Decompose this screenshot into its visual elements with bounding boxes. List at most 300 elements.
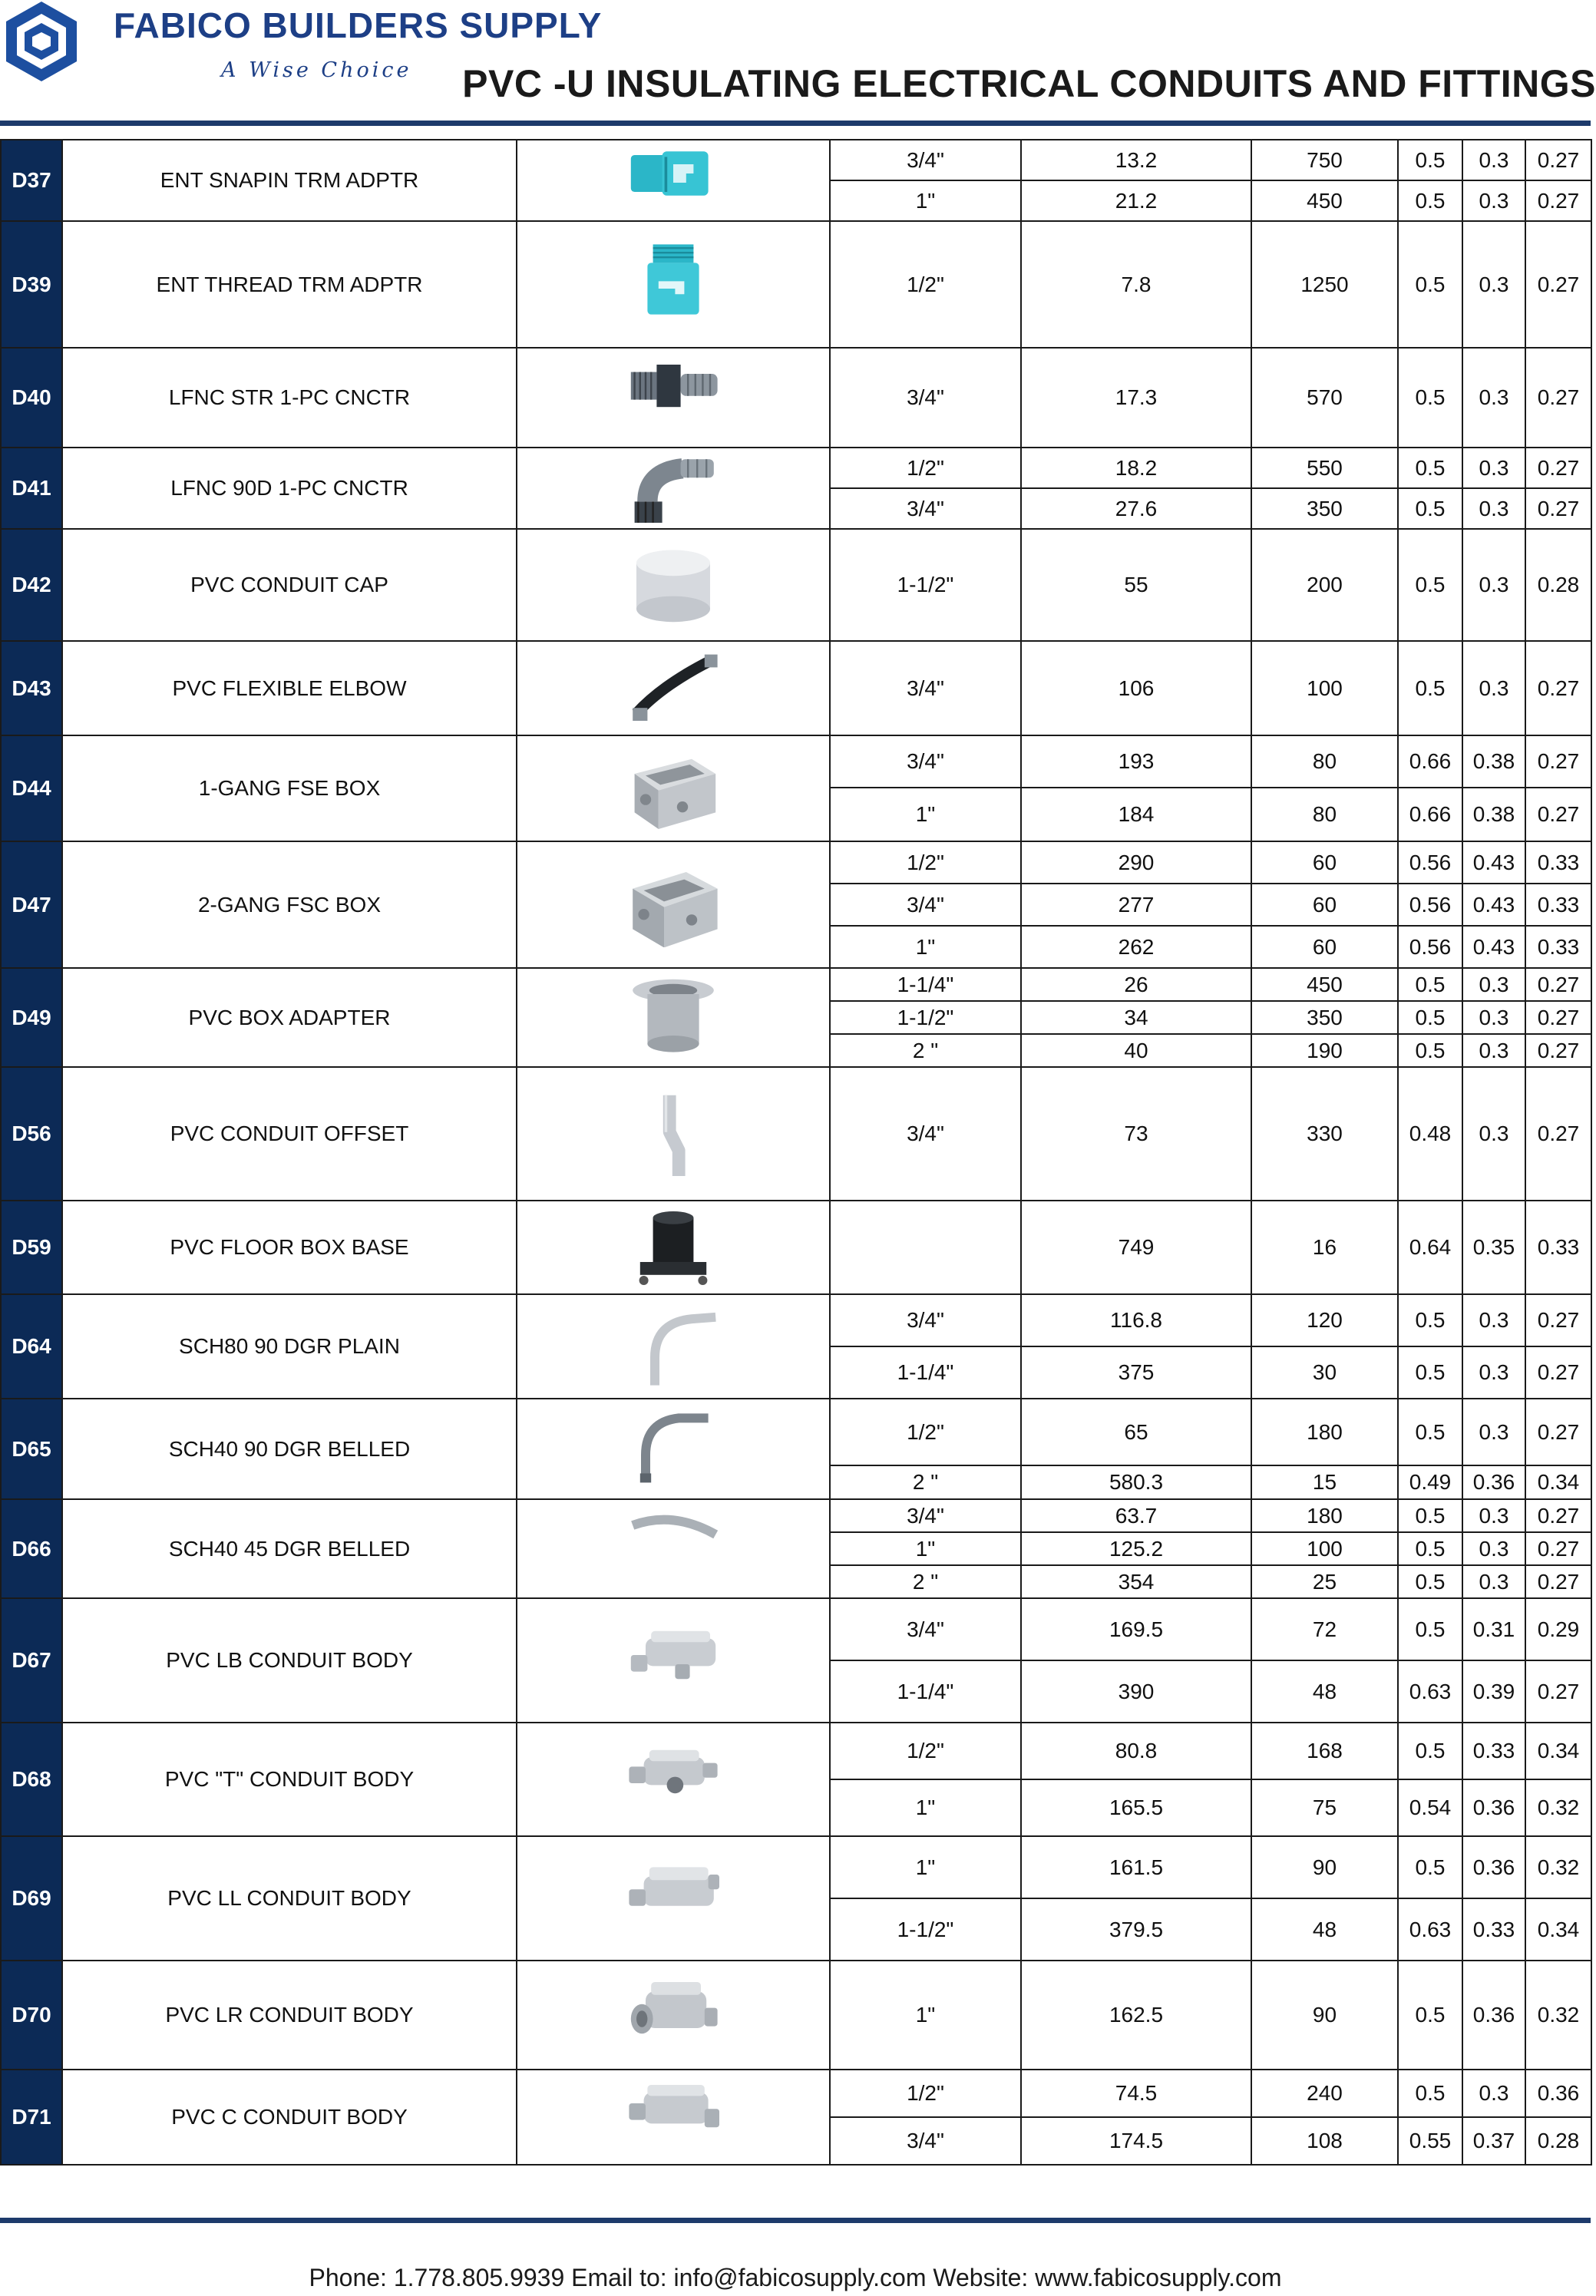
dimension-cell: 0.5	[1398, 140, 1462, 180]
dimension-cell: 0.34	[1525, 1723, 1591, 1779]
product-table	[0, 139, 1592, 2166]
quantity-cell: 350	[1251, 1001, 1398, 1034]
size-cell: 3/4"	[830, 884, 1021, 926]
size-cell: 3/4"	[830, 1598, 1021, 1660]
weight-cell: 184	[1021, 788, 1251, 841]
dimension-cell: 0.49	[1398, 1465, 1462, 1499]
product-image	[517, 1201, 830, 1294]
weight-cell: 161.5	[1021, 1836, 1251, 1898]
table-row	[1, 1961, 1591, 2070]
quantity-cell: 48	[1251, 1898, 1398, 1961]
table-row	[1, 1598, 1591, 1660]
product-name: PVC CONDUIT CAP	[62, 529, 517, 641]
dimension-cell: 0.3	[1462, 1565, 1525, 1598]
size-cell: 1"	[830, 788, 1021, 841]
quantity-cell: 15	[1251, 1465, 1398, 1499]
dimension-cell: 0.5	[1398, 1723, 1462, 1779]
c-conduit-body-icon	[627, 2076, 719, 2159]
dimension-cell: 0.27	[1525, 735, 1591, 788]
size-cell: 3/4"	[830, 348, 1021, 448]
dimension-cell: 0.38	[1462, 788, 1525, 841]
dimension-cell: 0.43	[1462, 926, 1525, 968]
product-image	[517, 2070, 830, 2165]
product-code: D41	[1, 448, 62, 529]
table-row	[1, 1201, 1591, 1294]
size-cell: 3/4"	[830, 641, 1021, 735]
conduit-cap-icon	[627, 543, 719, 627]
quantity-cell: 30	[1251, 1346, 1398, 1399]
product-image	[517, 1067, 830, 1201]
product-name: ENT SNAPIN TRM ADPTR	[62, 140, 517, 221]
product-name: PVC LL CONDUIT BODY	[62, 1836, 517, 1961]
weight-cell: 174.5	[1021, 2117, 1251, 2165]
dimension-cell: 0.3	[1462, 1532, 1525, 1565]
product-name: LFNC STR 1-PC CNCTR	[62, 348, 517, 448]
dimension-cell: 0.27	[1525, 1399, 1591, 1465]
dimension-cell: 0.5	[1398, 1598, 1462, 1660]
product-name: PVC FLEXIBLE ELBOW	[62, 641, 517, 735]
dimension-cell: 0.3	[1462, 641, 1525, 735]
brand-tagline: A Wise Choice	[221, 58, 412, 82]
weight-cell: 27.6	[1021, 488, 1251, 529]
size-cell: 1-1/2"	[830, 1001, 1021, 1034]
weight-cell: 13.2	[1021, 140, 1251, 180]
footer-divider	[0, 2218, 1591, 2223]
product-code: D44	[1, 735, 62, 841]
dimension-cell: 0.5	[1398, 1565, 1462, 1598]
weight-cell: 290	[1021, 841, 1251, 884]
product-image	[517, 140, 830, 221]
dimension-cell: 0.5	[1398, 348, 1462, 448]
dimension-cell: 0.29	[1525, 1598, 1591, 1660]
sch80-90-elbow-icon	[627, 1304, 719, 1389]
90-degree-connector-icon	[627, 454, 719, 523]
single-gang-box-icon	[627, 746, 719, 831]
dimension-cell: 0.36	[1462, 1465, 1525, 1499]
dimension-cell: 0.5	[1398, 1034, 1462, 1067]
dimension-cell: 0.5	[1398, 221, 1462, 348]
size-cell: 1"	[830, 1779, 1021, 1836]
weight-cell: 106	[1021, 641, 1251, 735]
quantity-cell: 550	[1251, 448, 1398, 488]
dimension-cell: 0.27	[1525, 1660, 1591, 1723]
dimension-cell: 0.3	[1462, 488, 1525, 529]
quantity-cell: 90	[1251, 1961, 1398, 2070]
product-name: ENT THREAD TRM ADPTR	[62, 221, 517, 348]
contact-footer: Phone: 1.778.805.9939 Email to: info@fabicosupply.com Website: www.fabicosupply.com	[309, 2264, 1282, 2291]
quantity-cell: 200	[1251, 529, 1398, 641]
product-image	[517, 529, 830, 641]
dimension-cell: 0.3	[1462, 529, 1525, 641]
dimension-cell: 0.27	[1525, 221, 1591, 348]
sch40-45-elbow-icon	[627, 1507, 719, 1591]
product-name: LFNC 90D 1-PC CNCTR	[62, 448, 517, 529]
table-row	[1, 1399, 1591, 1465]
dimension-cell: 0.27	[1525, 448, 1591, 488]
dimension-cell: 0.37	[1462, 2117, 1525, 2165]
table-row	[1, 735, 1591, 788]
dimension-cell: 0.63	[1398, 1898, 1462, 1961]
quantity-cell: 350	[1251, 488, 1398, 529]
page-header	[0, 0, 1596, 134]
dimension-cell: 0.27	[1525, 1346, 1591, 1399]
dimension-cell: 0.5	[1398, 1294, 1462, 1346]
flexible-elbow-icon	[627, 647, 719, 729]
dimension-cell: 0.32	[1525, 1836, 1591, 1898]
product-name: 1-GANG FSE BOX	[62, 735, 517, 841]
dimension-cell: 0.34	[1525, 1898, 1591, 1961]
product-image	[517, 1961, 830, 2070]
table-row	[1, 641, 1591, 735]
table-row	[1, 529, 1591, 641]
dimension-cell: 0.56	[1398, 884, 1462, 926]
dimension-cell: 0.27	[1525, 1067, 1591, 1201]
table-row	[1, 1836, 1591, 1898]
dimension-cell: 0.27	[1525, 1294, 1591, 1346]
table-row	[1, 221, 1591, 348]
dimension-cell: 0.3	[1462, 221, 1525, 348]
dimension-cell: 0.5	[1398, 641, 1462, 735]
dimension-cell: 0.56	[1398, 926, 1462, 968]
quantity-cell: 1250	[1251, 221, 1398, 348]
product-name: SCH40 90 DGR BELLED	[62, 1399, 517, 1499]
weight-cell: 193	[1021, 735, 1251, 788]
dimension-cell: 0.3	[1462, 1294, 1525, 1346]
size-cell: 1-1/4"	[830, 1346, 1021, 1399]
dimension-cell: 0.27	[1525, 180, 1591, 221]
product-image	[517, 448, 830, 529]
product-code: D43	[1, 641, 62, 735]
product-code: D68	[1, 1723, 62, 1836]
dimension-cell: 0.5	[1398, 529, 1462, 641]
dimension-cell: 0.5	[1398, 488, 1462, 529]
dimension-cell: 0.66	[1398, 735, 1462, 788]
product-name: PVC LB CONDUIT BODY	[62, 1598, 517, 1723]
weight-cell: 165.5	[1021, 1779, 1251, 1836]
dimension-cell: 0.39	[1462, 1660, 1525, 1723]
header-divider	[0, 121, 1591, 126]
size-cell: 1/2"	[830, 1723, 1021, 1779]
dimension-cell: 0.43	[1462, 841, 1525, 884]
dimension-cell: 0.31	[1462, 1598, 1525, 1660]
dimension-cell: 0.54	[1398, 1779, 1462, 1836]
quantity-cell: 450	[1251, 180, 1398, 221]
product-image	[517, 1294, 830, 1399]
dimension-cell: 0.5	[1398, 1499, 1462, 1532]
quantity-cell: 90	[1251, 1836, 1398, 1898]
table-row	[1, 448, 1591, 488]
product-code: D37	[1, 140, 62, 221]
lb-conduit-body-icon	[627, 1618, 719, 1703]
product-name: SCH40 45 DGR BELLED	[62, 1499, 517, 1598]
ent-snap-adapter-icon	[627, 146, 719, 215]
size-cell: 1"	[830, 1532, 1021, 1565]
weight-cell: 74.5	[1021, 2070, 1251, 2117]
product-code: D66	[1, 1499, 62, 1598]
weight-cell: 7.8	[1021, 221, 1251, 348]
dimension-cell: 0.5	[1398, 1346, 1462, 1399]
quantity-cell: 750	[1251, 140, 1398, 180]
weight-cell: 375	[1021, 1346, 1251, 1399]
dimension-cell: 0.3	[1462, 140, 1525, 180]
product-code: D67	[1, 1598, 62, 1723]
weight-cell: 162.5	[1021, 1961, 1251, 2070]
dimension-cell: 0.43	[1462, 884, 1525, 926]
weight-cell: 262	[1021, 926, 1251, 968]
dimension-cell: 0.27	[1525, 788, 1591, 841]
product-name: 2-GANG FSC BOX	[62, 841, 517, 968]
dimension-cell: 0.5	[1398, 1836, 1462, 1898]
dimension-cell: 0.5	[1398, 1001, 1462, 1034]
weight-cell: 73	[1021, 1067, 1251, 1201]
weight-cell: 116.8	[1021, 1294, 1251, 1346]
quantity-cell: 75	[1251, 1779, 1398, 1836]
size-cell: 1-1/2"	[830, 529, 1021, 641]
table-row	[1, 1499, 1591, 1532]
dimension-cell: 0.27	[1525, 641, 1591, 735]
product-image	[517, 841, 830, 968]
table-row	[1, 348, 1591, 448]
dimension-cell: 0.36	[1525, 2070, 1591, 2117]
quantity-cell: 108	[1251, 2117, 1398, 2165]
product-name: PVC FLOOR BOX BASE	[62, 1201, 517, 1294]
conduit-offset-icon	[627, 1092, 719, 1176]
product-code: D65	[1, 1399, 62, 1499]
dimension-cell: 0.3	[1462, 180, 1525, 221]
dimension-cell: 0.3	[1462, 1067, 1525, 1201]
product-code: D69	[1, 1836, 62, 1961]
quantity-cell: 180	[1251, 1399, 1398, 1465]
dimension-cell: 0.3	[1462, 1499, 1525, 1532]
size-cell: 3/4"	[830, 1499, 1021, 1532]
weight-cell: 34	[1021, 1001, 1251, 1034]
dimension-cell: 0.5	[1398, 1532, 1462, 1565]
dimension-cell: 0.27	[1525, 1001, 1591, 1034]
table-row	[1, 1067, 1591, 1201]
dimension-cell: 0.36	[1462, 1836, 1525, 1898]
size-cell: 1/2"	[830, 841, 1021, 884]
sch40-90-elbow-icon	[627, 1407, 719, 1492]
size-cell: 1"	[830, 926, 1021, 968]
product-image	[517, 968, 830, 1067]
weight-cell: 63.7	[1021, 1499, 1251, 1532]
quantity-cell: 180	[1251, 1499, 1398, 1532]
product-code: D49	[1, 968, 62, 1067]
dimension-cell: 0.5	[1398, 448, 1462, 488]
double-gang-box-icon	[627, 863, 719, 947]
weight-cell: 580.3	[1021, 1465, 1251, 1499]
dimension-cell: 0.64	[1398, 1201, 1462, 1294]
product-image	[517, 641, 830, 735]
quantity-cell: 100	[1251, 641, 1398, 735]
dimension-cell: 0.3	[1462, 2070, 1525, 2117]
product-code: D47	[1, 841, 62, 968]
dimension-cell: 0.3	[1462, 1346, 1525, 1399]
ent-thread-adapter-icon	[627, 243, 719, 327]
ll-conduit-body-icon	[627, 1856, 719, 1941]
size-cell: 1"	[830, 1836, 1021, 1898]
dimension-cell: 0.48	[1398, 1067, 1462, 1201]
table-row	[1, 968, 1591, 1001]
dimension-cell: 0.33	[1525, 926, 1591, 968]
weight-cell: 749	[1021, 1201, 1251, 1294]
weight-cell: 17.3	[1021, 348, 1251, 448]
product-image	[517, 348, 830, 448]
dimension-cell: 0.35	[1462, 1201, 1525, 1294]
weight-cell: 125.2	[1021, 1532, 1251, 1565]
product-name: PVC LR CONDUIT BODY	[62, 1961, 517, 2070]
size-cell: 1/2"	[830, 2070, 1021, 2117]
product-image	[517, 1499, 830, 1598]
weight-cell: 55	[1021, 529, 1251, 641]
product-code: D70	[1, 1961, 62, 2070]
product-image	[517, 1723, 830, 1836]
brand-name: FABICO BUILDERS SUPPLY	[114, 5, 603, 45]
dimension-cell: 0.5	[1398, 968, 1462, 1001]
product-image	[517, 1399, 830, 1499]
table-row	[1, 841, 1591, 884]
quantity-cell: 60	[1251, 841, 1398, 884]
dimension-cell: 0.34	[1525, 1465, 1591, 1499]
quantity-cell: 570	[1251, 348, 1398, 448]
weight-cell: 21.2	[1021, 180, 1251, 221]
size-cell: 2 "	[830, 1034, 1021, 1067]
size-cell: 1"	[830, 180, 1021, 221]
box-adapter-icon	[627, 976, 719, 1060]
quantity-cell: 60	[1251, 926, 1398, 968]
dimension-cell: 0.38	[1462, 735, 1525, 788]
weight-cell: 26	[1021, 968, 1251, 1001]
size-cell: 1"	[830, 1961, 1021, 2070]
product-code: D56	[1, 1067, 62, 1201]
dimension-cell: 0.27	[1525, 1499, 1591, 1532]
dimension-cell: 0.3	[1462, 1001, 1525, 1034]
size-cell: 3/4"	[830, 2117, 1021, 2165]
weight-cell: 390	[1021, 1660, 1251, 1723]
weight-cell: 80.8	[1021, 1723, 1251, 1779]
dimension-cell: 0.32	[1525, 1779, 1591, 1836]
quantity-cell: 48	[1251, 1660, 1398, 1723]
size-cell: 3/4"	[830, 735, 1021, 788]
dimension-cell: 0.3	[1462, 348, 1525, 448]
dimension-cell: 0.28	[1525, 529, 1591, 641]
dimension-cell: 0.3	[1462, 1399, 1525, 1465]
quantity-cell: 72	[1251, 1598, 1398, 1660]
dimension-cell: 0.33	[1525, 841, 1591, 884]
weight-cell: 354	[1021, 1565, 1251, 1598]
quantity-cell: 450	[1251, 968, 1398, 1001]
dimension-cell: 0.33	[1525, 1201, 1591, 1294]
lr-conduit-body-icon	[627, 1973, 719, 2057]
product-image	[517, 1598, 830, 1723]
product-code: D40	[1, 348, 62, 448]
size-cell: 3/4"	[830, 1294, 1021, 1346]
dimension-cell: 0.27	[1525, 488, 1591, 529]
dimension-cell: 0.3	[1462, 1034, 1525, 1067]
size-cell: 2 "	[830, 1565, 1021, 1598]
dimension-cell: 0.55	[1398, 2117, 1462, 2165]
product-code: D64	[1, 1294, 62, 1399]
dimension-cell: 0.36	[1462, 1779, 1525, 1836]
dimension-cell: 0.32	[1525, 1961, 1591, 2070]
product-code: D39	[1, 221, 62, 348]
size-cell: 3/4"	[830, 1067, 1021, 1201]
dimension-cell: 0.66	[1398, 788, 1462, 841]
product-name: PVC CONDUIT OFFSET	[62, 1067, 517, 1201]
product-name: SCH80 90 DGR PLAIN	[62, 1294, 517, 1399]
quantity-cell: 100	[1251, 1532, 1398, 1565]
dimension-cell: 0.33	[1462, 1723, 1525, 1779]
quantity-cell: 25	[1251, 1565, 1398, 1598]
dimension-cell: 0.27	[1525, 1034, 1591, 1067]
weight-cell: 65	[1021, 1399, 1251, 1465]
size-cell: 2 "	[830, 1465, 1021, 1499]
product-name: PVC "T" CONDUIT BODY	[62, 1723, 517, 1836]
size-cell	[830, 1201, 1021, 1294]
quantity-cell: 120	[1251, 1294, 1398, 1346]
dimension-cell: 0.27	[1525, 348, 1591, 448]
table-row	[1, 1723, 1591, 1779]
weight-cell: 379.5	[1021, 1898, 1251, 1961]
product-image	[517, 735, 830, 841]
product-name: PVC C CONDUIT BODY	[62, 2070, 517, 2165]
weight-cell: 18.2	[1021, 448, 1251, 488]
quantity-cell: 80	[1251, 735, 1398, 788]
dimension-cell: 0.36	[1462, 1961, 1525, 2070]
table-row	[1, 140, 1591, 180]
straight-connector-icon	[627, 355, 719, 440]
quantity-cell: 168	[1251, 1723, 1398, 1779]
dimension-cell: 0.5	[1398, 1399, 1462, 1465]
weight-cell: 169.5	[1021, 1598, 1251, 1660]
quantity-cell: 330	[1251, 1067, 1398, 1201]
product-code: D42	[1, 529, 62, 641]
table-row	[1, 2070, 1591, 2117]
dimension-cell: 0.33	[1525, 884, 1591, 926]
size-cell: 1/2"	[830, 221, 1021, 348]
t-conduit-body-icon	[627, 1737, 719, 1822]
quantity-cell: 240	[1251, 2070, 1398, 2117]
quantity-cell: 80	[1251, 788, 1398, 841]
product-name: PVC BOX ADAPTER	[62, 968, 517, 1067]
dimension-cell: 0.56	[1398, 841, 1462, 884]
quantity-cell: 190	[1251, 1034, 1398, 1067]
dimension-cell: 0.5	[1398, 2070, 1462, 2117]
dimension-cell: 0.27	[1525, 1532, 1591, 1565]
size-cell: 1-1/4"	[830, 1660, 1021, 1723]
product-image	[517, 1836, 830, 1961]
product-code: D71	[1, 2070, 62, 2165]
weight-cell: 277	[1021, 884, 1251, 926]
size-cell: 1-1/4"	[830, 968, 1021, 1001]
hexagon-logo-icon	[0, 0, 83, 83]
size-cell: 1-1/2"	[830, 1898, 1021, 1961]
dimension-cell: 0.3	[1462, 968, 1525, 1001]
dimension-cell: 0.28	[1525, 2117, 1591, 2165]
product-code: D59	[1, 1201, 62, 1294]
product-image	[517, 221, 830, 348]
quantity-cell: 16	[1251, 1201, 1398, 1294]
dimension-cell: 0.33	[1462, 1898, 1525, 1961]
dimension-cell: 0.5	[1398, 1961, 1462, 2070]
dimension-cell: 0.27	[1525, 968, 1591, 1001]
dimension-cell: 0.3	[1462, 448, 1525, 488]
dimension-cell: 0.5	[1398, 180, 1462, 221]
dimension-cell: 0.27	[1525, 1565, 1591, 1598]
size-cell: 1/2"	[830, 448, 1021, 488]
table-row	[1, 1294, 1591, 1346]
size-cell: 3/4"	[830, 140, 1021, 180]
